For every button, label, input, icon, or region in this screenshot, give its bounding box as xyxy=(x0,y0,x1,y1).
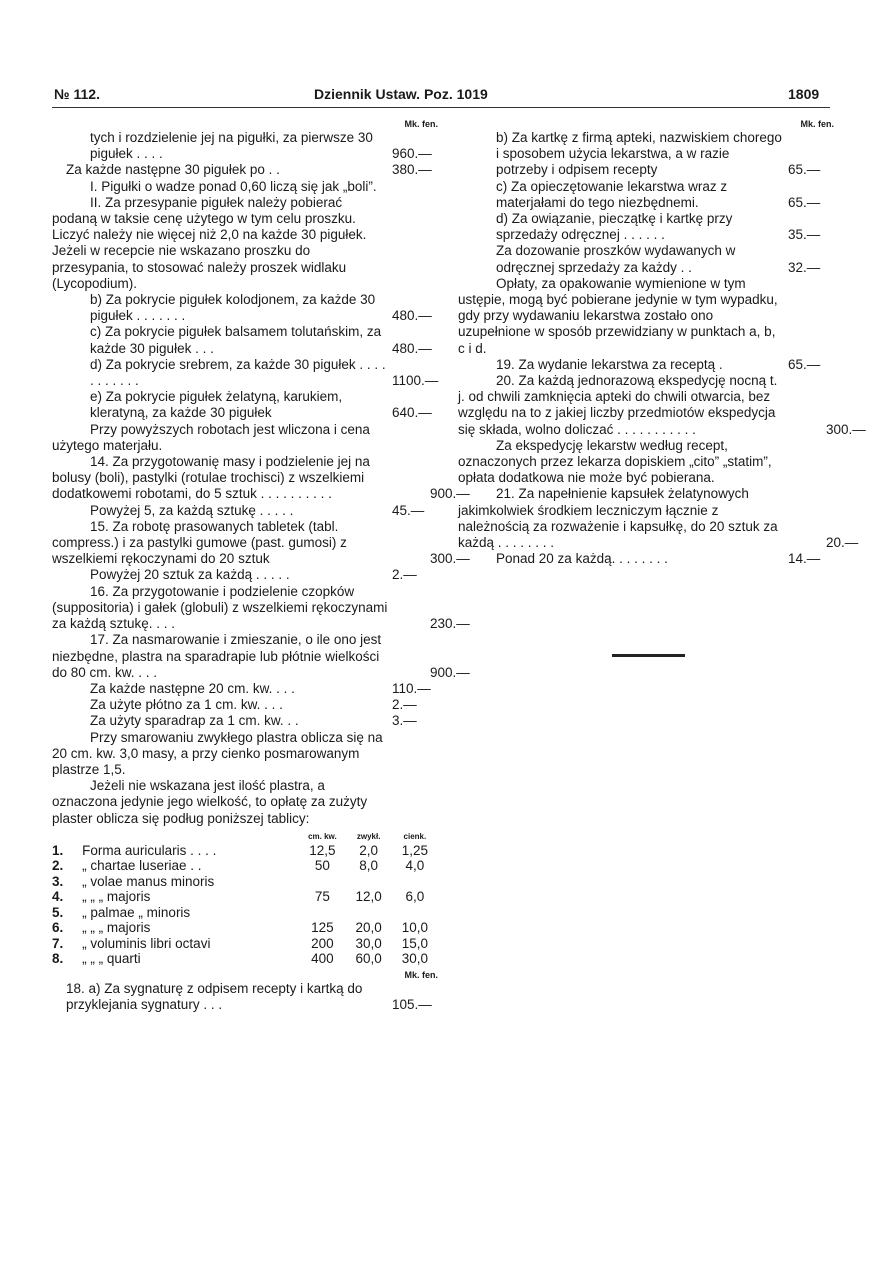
header-thin: cienk. xyxy=(403,831,427,841)
line-price: 110.— xyxy=(392,680,431,696)
line-text: Przy powyższych robotach jest wliczona i cena użytego materjału. xyxy=(52,421,370,453)
table-cell-b xyxy=(392,905,438,921)
table-cell-name: „ voluminis libri octavi xyxy=(82,935,211,951)
text-line xyxy=(52,713,438,729)
line-text: Powyżej 20 sztuk za każdą . . . . . xyxy=(90,567,290,583)
table-cell-n: 6. xyxy=(52,920,64,936)
table-cell-b xyxy=(392,874,438,890)
table-cell-cm: 125 xyxy=(311,920,334,936)
text-line xyxy=(458,438,834,487)
table-cell-n: 5. xyxy=(52,904,64,920)
line-price: 2.— xyxy=(392,567,417,583)
text-line xyxy=(52,518,470,568)
text-line xyxy=(458,243,834,275)
line-text: b) Za kartkę z firmą apteki, nazwiskiem chorego i sposobem użycia lekarstwa, a w razie potrzeby i odpisem recepty xyxy=(496,130,782,178)
line-text: Za każde następne 30 pigułek po . . xyxy=(66,162,280,178)
text-line xyxy=(52,503,438,519)
line-price: 300.— xyxy=(826,421,866,437)
line-text: d) Za pokrycie srebrem, za każde 30 pigułek . . . . . . . . . . . xyxy=(90,356,386,389)
text-line-18a xyxy=(52,981,438,1013)
line-text: c) Za pokrycie pigułek balsamem tolutańskim, za każde 30 pigułek . . . xyxy=(90,324,382,356)
page-number: 1809 xyxy=(788,86,820,102)
line-text: Jeżeli nie wskazana jest ilość plastra, a oznaczona jedynie jego wielkość, to opłatę za zużyty plaster oblicza się podług poniższej tablicy: xyxy=(52,778,368,826)
text-line xyxy=(52,422,438,454)
text-line xyxy=(458,179,834,211)
line-text: 15. Za robotę prasowanych tabletek (tabl. compress.) i za pastylki gumowe (past. gumosi) z wszelkiemi rękoczynami do 20 sztuk xyxy=(52,518,347,567)
unit-label: Mk. fen. xyxy=(404,119,438,129)
table-cell-n: 4. xyxy=(52,889,64,905)
line-price: 2.— xyxy=(392,697,417,713)
table-cell-name: „ palmae „ minoris xyxy=(82,904,191,920)
text-line xyxy=(458,486,859,551)
line-text: Za użyte płótno za 1 cm. kw. . . . xyxy=(90,697,283,713)
table-cell-n: 7. xyxy=(52,935,64,951)
table-cell-a xyxy=(346,874,392,890)
line-text: 14. Za przygotowanię masy i podzielenie jej na bolusy (boli), pastylki (rotulae trochisci) z wszelkiemi dodatkowemi robotami, do 5 sztuk . . . . . . . . . . xyxy=(52,454,370,502)
line-price: 105.— xyxy=(392,996,432,1012)
text-line xyxy=(52,778,438,827)
line-text: 18. a) Za sygnaturę z odpisem recepty i kartką do przyklejania sygnatury . . . xyxy=(66,980,363,1012)
line-text: tych i rozdzielenie jej na pigułki, za pierwsze 30 pigułek . . . . xyxy=(90,130,373,162)
table-cell-cm: 50 xyxy=(314,858,330,874)
table-cell-name: „ „ „ quarti xyxy=(82,951,141,967)
table-cell-cm: 400 xyxy=(311,951,334,967)
text-line xyxy=(458,211,834,243)
text-line xyxy=(52,357,438,389)
text-line xyxy=(52,389,438,421)
line-price: 20.— xyxy=(826,535,859,551)
text-line xyxy=(52,583,470,633)
unit-label-right: Mk. fen. xyxy=(800,119,834,129)
line-text: Za każde następne 20 cm. kw. . . . xyxy=(90,680,295,696)
text-line xyxy=(52,195,438,292)
line-price: 45.— xyxy=(392,502,425,518)
line-price: 35.— xyxy=(788,227,821,243)
table-row xyxy=(52,905,438,921)
text-line xyxy=(458,357,834,373)
table-cell-n: 3. xyxy=(52,873,64,889)
table-cell-n: 1. xyxy=(52,842,64,858)
line-text: Opłaty, za opakowanie wymienione w tym ustępie, mogą być pobierane jedynie w tym wypadku, gdy przy wydawaniu lekarstwa zostało ono uzupełnione w sposób przewidziany w punktach a, b, c i d. xyxy=(458,275,778,356)
line-price: 380.— xyxy=(392,162,432,178)
line-text: Za ekspedycję lekarstw według recept, oznaczonych przez lekarza dopiskiem „cito” „statim”, opłata dodatkowa nie może być pobierana. xyxy=(458,437,772,486)
line-price: 230.— xyxy=(430,616,470,632)
table-row xyxy=(52,951,438,967)
line-text: e) Za pokrycie pigułek żelatyną, karukiem, kleratyną, za każde 30 pigułek xyxy=(90,389,343,421)
table-cell-a: 60,0 xyxy=(355,951,382,967)
line-price: 900.— xyxy=(430,664,470,680)
table-row xyxy=(52,936,438,952)
line-text: Ponad 20 za każdą. . . . . . . . xyxy=(496,551,668,567)
line-price: 3.— xyxy=(392,713,417,729)
table-cell-a xyxy=(346,905,392,921)
line-text: c) Za opieczętowanie lekarstwa wraz z materjałami do tego niezbędnemi. xyxy=(496,178,728,210)
table-cell-a: 8,0 xyxy=(359,858,379,874)
issue-number: № 112. xyxy=(54,86,100,102)
text-line xyxy=(458,373,866,438)
line-price: 14.— xyxy=(788,551,821,567)
left-column xyxy=(52,118,470,1013)
unit-label-2: Mk. fen. xyxy=(404,969,438,980)
table-cell-cm: 75 xyxy=(314,889,330,905)
line-price: 480.— xyxy=(392,308,432,324)
text-line xyxy=(52,292,438,324)
table-cell-b: 30,0 xyxy=(401,951,429,967)
table-cell-cm: 12,5 xyxy=(309,842,336,858)
table-cell-b: 15,0 xyxy=(401,935,429,951)
text-line xyxy=(52,454,470,503)
line-text: 20. Za każdą jednorazową ekspedycję nocną t. j. od chwili zamknięcia apteki do chwili otwarcia, bez względu na to z jakiej liczby przedmiotów ekspedycja się składa, wolno doliczać . . . . . . . . . . . xyxy=(458,373,778,437)
table-row xyxy=(52,843,438,859)
table-cell-b: 10,0 xyxy=(401,920,429,936)
text-line xyxy=(458,551,834,567)
text-line xyxy=(52,130,438,162)
line-text: Za dozowanie proszków wydawanych w odręcznej sprzedaży za każdy . . xyxy=(496,243,736,275)
table-cell-a: 2,0 xyxy=(359,842,379,858)
text-line xyxy=(52,162,438,178)
line-price: 960.— xyxy=(392,146,432,162)
line-text: I. Pigułki o wadze ponad 0,60 liczą się jak „boli”. xyxy=(90,178,377,194)
table-cell-n: 8. xyxy=(52,951,64,967)
table-cell-name: Forma auricularis . . . . xyxy=(82,842,217,858)
text-line xyxy=(52,697,438,713)
table-cell-cm: 200 xyxy=(311,935,334,951)
line-price: 65.— xyxy=(788,194,821,210)
line-text: Przy smarowaniu zwykłego plastra oblicza się na 20 cm. kw. 3,0 masy, a przy cienko posmarowanym plastrze 1,5. xyxy=(52,729,383,777)
table-row xyxy=(52,920,438,936)
line-text: 16. Za przygotowanie i podzielenie czopków (suppositoria) i gałek (globuli) z wszelkiemi rękoczynami za każdą sztukę. . . . xyxy=(52,583,388,632)
text-line xyxy=(52,324,438,356)
text-line xyxy=(52,681,438,697)
header-normal: zwykł. xyxy=(356,831,381,841)
table-cell-name: „ chartae luseriae . . xyxy=(82,858,202,874)
table-row xyxy=(52,889,438,905)
header-rule xyxy=(52,107,830,108)
text-line xyxy=(458,276,834,357)
line-text: Za użyty sparadrap za 1 cm. kw. . . xyxy=(90,713,299,729)
line-text: II. Za przesypanie pigułek należy pobierać podaną w taksie cenę użytego w tym celu proszku. Liczyć należy nie więcej niż 2,0 na każde 30 pigułek. Jeżeli w recepcie nie wskazano proszku do przesypania, to stosować należy proszek widlaku (Lycopodium). xyxy=(52,194,367,291)
line-price: 65.— xyxy=(788,356,821,372)
line-price: 900.— xyxy=(430,486,470,502)
table-cell-name: „ „ „ majoris xyxy=(82,920,151,936)
line-price: 300.— xyxy=(430,551,470,567)
header-cm: cm. kw. xyxy=(308,831,337,841)
end-separator xyxy=(612,654,685,657)
line-price: 480.— xyxy=(392,340,432,356)
line-price: 640.— xyxy=(392,405,432,421)
table-row xyxy=(52,874,438,890)
line-price: 65.— xyxy=(788,162,821,178)
table-cell-name: „ „ „ majoris xyxy=(82,889,151,905)
text-line xyxy=(458,130,834,179)
table-cell-a: 30,0 xyxy=(355,935,382,951)
line-text: 17. Za nasmarowanie i zmieszanie, o ile ono jest niezbędne, plastra na sparadrapie lub płótnie wielkości do 80 cm. kw. . . . xyxy=(52,632,382,680)
table-cell-cm xyxy=(299,874,345,890)
line-price: 1100.— xyxy=(392,373,439,389)
table-cell-name: „ volae manus minoris xyxy=(82,873,215,889)
table-cell-b: 4,0 xyxy=(405,858,425,874)
table-cell-a: 12,0 xyxy=(355,889,382,905)
journal-title: Dziennik Ustaw. Poz. 1019 xyxy=(314,86,488,102)
table-cell-a: 20,0 xyxy=(355,920,382,936)
text-line xyxy=(52,730,438,779)
line-text: 19. Za wydanie lekarstwa za receptą . xyxy=(496,356,723,372)
table-cell-b: 1,25 xyxy=(401,842,429,858)
text-line xyxy=(52,179,438,195)
text-line xyxy=(52,632,470,681)
right-column xyxy=(458,118,866,567)
line-text: 21. Za napełnienie kapsułek żelatynowych jakimkolwiek środkiem leczniczym łącznie z należnością za rozważenie i kapsułkę, do 20 sztuk za każdą . . . . . . . . xyxy=(458,486,778,551)
table-cell-cm xyxy=(299,905,345,921)
line-text: b) Za pokrycie pigułek kolodjonem, za każde 30 pigułek . . . . . . . xyxy=(90,292,376,324)
page-header xyxy=(52,86,822,106)
table-cell-n: 2. xyxy=(52,858,64,874)
table-row xyxy=(52,858,438,874)
line-price: 32.— xyxy=(788,259,821,275)
table-cell-b: 6,0 xyxy=(405,889,425,905)
plaster-table xyxy=(52,831,438,967)
text-line xyxy=(52,567,438,583)
line-text: d) Za owiązanie, pieczątkę i kartkę przy sprzedaży odręcznej . . . . . . xyxy=(496,211,733,243)
line-text: Powyżej 5, za każdą sztukę . . . . . xyxy=(90,502,294,518)
